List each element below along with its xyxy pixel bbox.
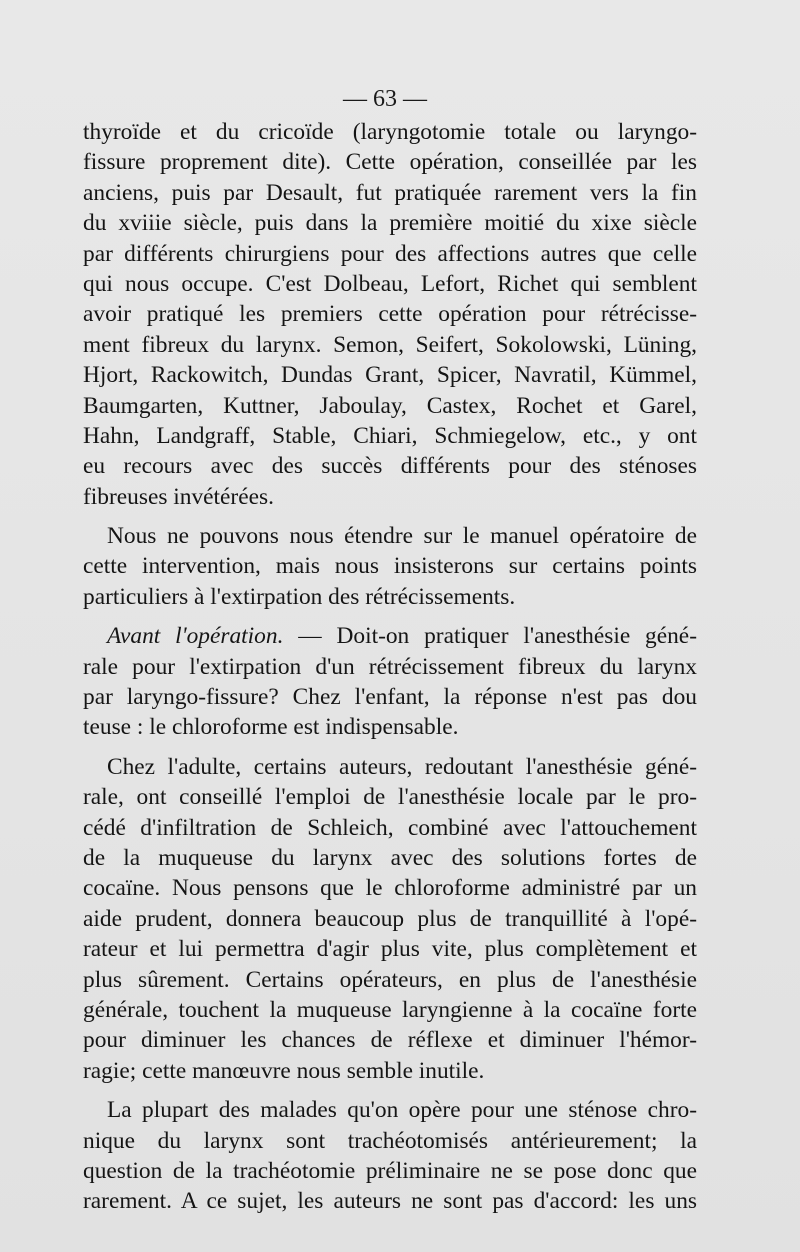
text-line: eu recours avec des succès différents pour des sténoses [83, 453, 697, 480]
text-line: nique du larynx sont trachéotomisés antérieurement; la [83, 1127, 697, 1154]
text-line: particuliers à l'extirpation des rétrécissements. [83, 583, 516, 610]
text-line: par laryngo-fissure? Chez l'enfant, la réponse n'est pas dou [83, 684, 697, 711]
text-line: teuse : le chloroforme est indispensable. [83, 714, 459, 741]
text-line: Baumgarten, Kuttner, Jaboulay, Castex, Rochet et Garel, [83, 392, 697, 419]
text-line: de la muqueuse du larynx avec des solutions fortes de [83, 844, 697, 871]
text-line: rale, ont conseillé l'emploi de l'anesthésie locale par le pro- [83, 784, 697, 811]
text-line: cédé d'infiltration de Schleich, combiné avec l'attouchement [83, 814, 697, 841]
text-line: fissure proprement dite). Cette opération, conseillée par les [83, 149, 697, 176]
text-line: avoir pratiqué les premiers cette opération pour rétrécisse- [83, 301, 697, 328]
text-line: Hjort, Rackowitch, Dundas Grant, Spicer, Navratil, Kümmel, [83, 362, 697, 389]
text-line: Avant l'opération. — Doit-on pratiquer l'anesthésie géné- [107, 623, 697, 650]
text-line: du xviiie siècle, puis dans la première moitié du xixe siècle [83, 210, 697, 237]
text-line: fibreuses invétérées. [83, 483, 274, 510]
text-line: rateur et lui permettra d'agir plus vite, plus complètement et [83, 936, 697, 963]
text-line: question de la trachéotomie préliminaire ne se pose donc que [83, 1157, 697, 1184]
text-line: rale pour l'extirpation d'un rétrécissement fibreux du larynx [83, 653, 697, 680]
text-line: Hahn, Landgraff, Stable, Chiari, Schmiegelow, etc., y ont [83, 422, 697, 449]
text-line: ragie; cette manœuvre nous semble inutile. [83, 1057, 485, 1084]
text-line: La plupart des malades qu'on opère pour une sténose chro- [107, 1097, 697, 1124]
text-line: aide prudent, donnera beaucoup plus de tranquillité à l'opé- [83, 905, 697, 932]
text-line: thyroïde et du cricoïde (laryngotomie totale ou laryngo- [83, 119, 697, 145]
text-line: générale, touchent la muqueuse laryngienne à la cocaïne forte [83, 996, 697, 1023]
text-line: Chez l'adulte, certains auteurs, redoutant l'anesthésie géné- [107, 753, 697, 780]
text-line: Nous ne pouvons nous étendre sur le manuel opératoire de [107, 523, 697, 550]
body-text [83, 117, 697, 1217]
text-line: cette intervention, mais nous insisterons sur certains points [83, 553, 697, 580]
text-line: anciens, puis par Desault, fut pratiquée rarement vers la fin [83, 179, 697, 206]
italic-heading: Avant l'opération. [107, 623, 284, 650]
text-line: rarement. A ce sujet, les auteurs ne sont pas d'accord: les uns [83, 1188, 697, 1215]
text-line: par différents chirurgiens pour des affections autres que celle [83, 240, 697, 267]
text-line: pour diminuer les chances de réflexe et diminuer l'hémor- [83, 1027, 697, 1054]
text-line: cocaïne. Nous pensons que le chloroforme administré par un [83, 875, 697, 902]
text-line: plus sûrement. Certains opérateurs, en plus de l'anesthésie [83, 966, 697, 993]
text-line: qui nous occupe. C'est Dolbeau, Lefort, Richet qui semblent [83, 270, 697, 297]
page-number: — 63 — [343, 86, 427, 112]
text-line: ment fibreux du larynx. Semon, Seifert, Sokolowski, Lüning, [83, 331, 697, 358]
